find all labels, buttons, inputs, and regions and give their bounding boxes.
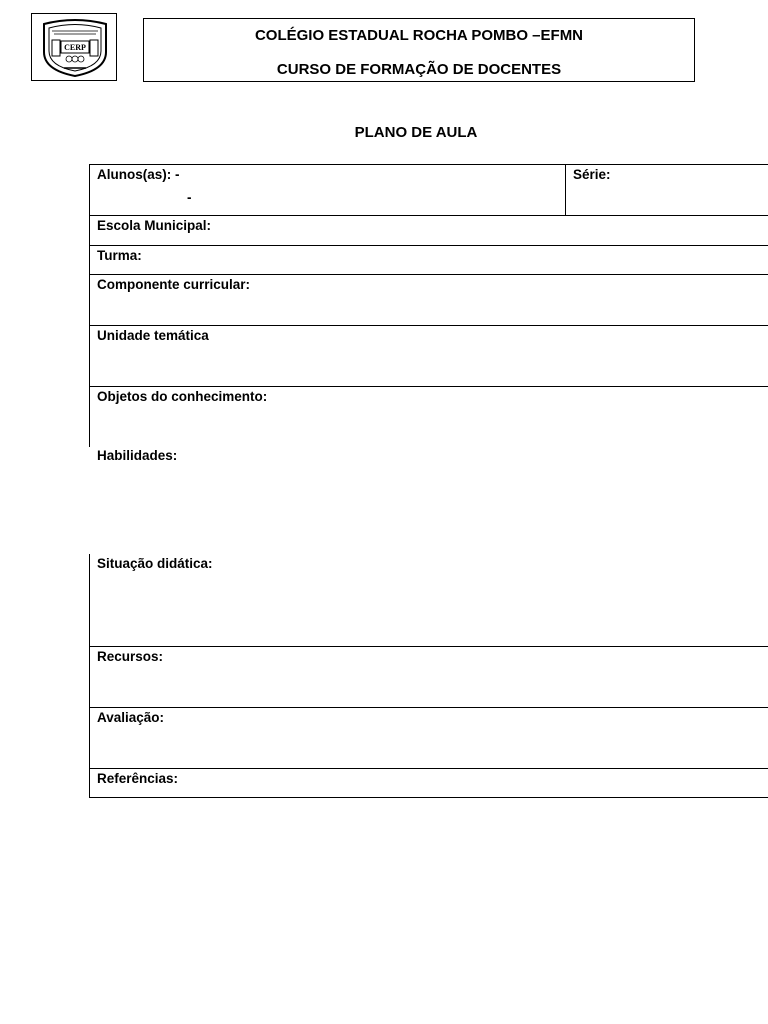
referencias-label: Referências: xyxy=(97,771,179,786)
objetos-label: Objetos do conhecimento: xyxy=(97,389,268,404)
serie-label: Série: xyxy=(573,167,611,182)
school-crest-icon xyxy=(40,18,110,78)
document-title: PLANO DE AULA xyxy=(354,124,478,141)
row-componente xyxy=(89,274,768,325)
course-name: CURSO DE FORMAÇÃO DE DOCENTES xyxy=(276,61,562,78)
row-escola xyxy=(89,215,768,245)
turma-label: Turma: xyxy=(97,248,142,263)
lesson-plan-form xyxy=(89,164,768,798)
habilidades-label: Habilidades: xyxy=(97,448,178,463)
school-name: COLÉGIO ESTADUAL ROCHA POMBO –EFMN xyxy=(254,27,584,44)
escola-label: Escola Municipal: xyxy=(97,218,212,233)
componente-label: Componente curricular: xyxy=(97,277,251,292)
row-unidade xyxy=(89,325,768,386)
school-header xyxy=(143,18,695,82)
school-logo-box xyxy=(31,13,117,81)
row-turma xyxy=(89,245,768,274)
row-habilidades xyxy=(89,447,768,554)
recursos-label: Recursos: xyxy=(97,649,164,664)
logo-text: CERP xyxy=(64,43,86,52)
row-referencias xyxy=(89,768,768,798)
row-alunos xyxy=(89,164,768,215)
row-avaliacao xyxy=(89,707,768,768)
row-recursos xyxy=(89,646,768,707)
unidade-label: Unidade temática xyxy=(97,328,209,343)
serie-cell xyxy=(565,165,768,216)
alunos-second-dash: - xyxy=(187,190,192,205)
avaliacao-label: Avaliação: xyxy=(97,710,165,725)
alunos-label: Alunos(as): - xyxy=(97,167,180,182)
row-situacao xyxy=(89,554,768,646)
situacao-label: Situação didática: xyxy=(97,556,213,571)
row-objetos xyxy=(89,386,768,447)
